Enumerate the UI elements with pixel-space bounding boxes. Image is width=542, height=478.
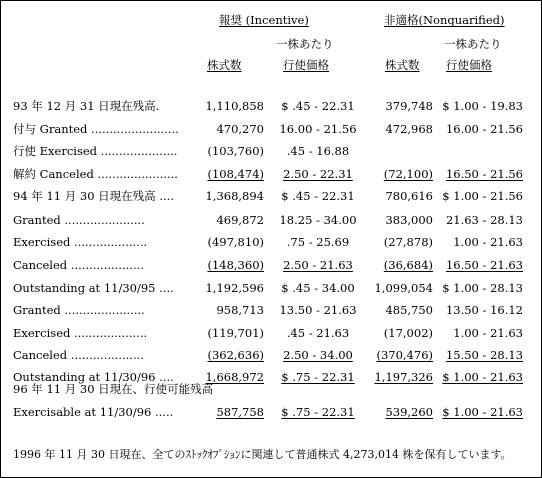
incentive-price-cell: 13.50 - 21.63 (279, 303, 357, 317)
row-label: Exercised .................... (13, 326, 148, 340)
incentive-group-header: 報奨 (Incentive) (219, 13, 309, 27)
exercisable-incentive-shares: 587,758 (216, 405, 264, 419)
incentive-shares-cell: (119,701) (207, 326, 264, 340)
incentive-price-cell: $ .45 - 22.31 (281, 99, 355, 113)
nonqualified-price-cell: $ 1.00 - 21.56 (442, 189, 523, 203)
incentive-shares-cell: (108,474) (207, 167, 264, 181)
incentive-shares-cell: 470,270 (216, 122, 264, 136)
incentive-shares-cell: 1,110,858 (205, 99, 264, 113)
per-share-nonqualified-header: 一株あたり (444, 37, 502, 51)
nonqualified-shares-cell: 1,197,326 (374, 370, 433, 384)
incentive-price-cell: .45 - 16.88 (286, 144, 350, 158)
incentive-price-cell: .45 - 21.63 (286, 326, 350, 340)
row-label: 解約 Canceled ...................... (13, 167, 178, 181)
incentive-price-cell: 16.00 - 21.56 (279, 122, 357, 136)
nonqualified-price-cell: $ 1.00 - 19.83 (442, 99, 523, 113)
incentive-price-cell: $ .75 - 22.31 (281, 370, 355, 384)
nonqualified-price-cell: $ 1.00 - 28.13 (442, 281, 523, 295)
nonqualified-shares-cell: 472,968 (385, 122, 433, 136)
nonqualified-shares-cell: (36,684) (383, 258, 433, 272)
row-label: 94 年 11 月 30 日現在残高 .... (13, 189, 174, 203)
incentive-shares-cell: (362,636) (207, 348, 264, 362)
nonqualified-price-cell: 16.00 - 21.56 (445, 122, 523, 136)
price-incentive-header: 行使価格 (283, 58, 329, 72)
incentive-shares-cell: 1,368,894 (205, 189, 264, 203)
nonqualified-shares-cell: 780,616 (385, 189, 433, 203)
row-label: Granted ...................... (13, 213, 145, 227)
nonqualified-shares-cell: (370,476) (376, 348, 433, 362)
nonqualified-shares-cell: 485,750 (385, 303, 433, 317)
incentive-shares-cell: 469,872 (216, 213, 264, 227)
price-nonqualified-header: 行使価格 (446, 58, 492, 72)
incentive-shares-cell: 958,713 (216, 303, 264, 317)
nonqualified-shares-cell: 1,099,054 (374, 281, 433, 295)
incentive-shares-cell: (497,810) (207, 235, 264, 249)
footnote: 1996 年 11 月 30 日現在、全てのｽﾄｯｸｵﾌﾟｼｮﾝに関連して普通株式 4,273,014 株を保有しています。 (13, 448, 512, 461)
per-share-incentive-header: 一株あたり (276, 37, 334, 51)
nonqualified-price-cell: 1.00 - 21.63 (453, 235, 523, 249)
incentive-price-cell: .75 - 25.69 (286, 235, 350, 249)
incentive-price-cell: 2.50 - 21.63 (283, 258, 353, 272)
row-label: Granted ...................... (13, 303, 145, 317)
nonqualified-price-cell: 16.50 - 21.56 (445, 167, 523, 181)
nonqualified-shares-cell: (17,002) (383, 326, 433, 340)
nonqualified-price-cell: 21.63 - 28.13 (445, 213, 523, 227)
nonqualified-shares-cell: 379,748 (385, 99, 433, 113)
nonqualified-group-header: 非適格(Nonquarified) (384, 13, 505, 27)
incentive-price-cell: 2.50 - 22.31 (283, 167, 353, 181)
exercisable-heading: 96 年 11 月 30 日現在、行使可能残高 (13, 382, 214, 396)
nonqualified-price-cell: $ 1.00 - 21.63 (442, 370, 523, 384)
row-label: Exercised .................... (13, 235, 148, 249)
row-label: Canceled .................... (13, 258, 144, 272)
exercisable-incentive-price: $ .75 - 22.31 (281, 405, 355, 419)
nonqualified-price-cell: 1.00 - 21.63 (453, 326, 523, 340)
row-label: 行使 Exercised ..................... (13, 144, 178, 158)
nonqualified-price-cell: 15.50 - 28.13 (445, 348, 523, 362)
shares-incentive-header: 株式数 (207, 58, 242, 72)
nonqualified-shares-cell: (27,878) (383, 235, 433, 249)
row-label: Outstanding at 11/30/95 .... (13, 281, 174, 295)
incentive-price-cell: 2.50 - 34.00 (283, 348, 353, 362)
nonqualified-price-cell: 13.50 - 16.12 (445, 303, 523, 317)
incentive-price-cell: 18.25 - 34.00 (279, 213, 357, 227)
exercisable-nonqualified-shares: 539,260 (385, 405, 433, 419)
incentive-price-cell: $ .45 - 34.00 (281, 281, 355, 295)
row-label: 93 年 12 月 31 日現在残高. (13, 99, 160, 113)
exercisable-label: Exercisable at 11/30/96 ..... (13, 405, 174, 419)
incentive-price-cell: $ .45 - 22.31 (281, 189, 355, 203)
incentive-shares-cell: 1,192,596 (205, 281, 264, 295)
shares-nonqualified-header: 株式数 (385, 58, 420, 72)
row-label: Outstanding at 11/30/96 .... (13, 370, 174, 384)
nonqualified-shares-cell: (72,100) (383, 167, 433, 181)
incentive-shares-cell: 1,668,972 (205, 370, 264, 384)
row-label: 付与 Granted ........................ (13, 122, 179, 136)
incentive-shares-cell: (148,360) (207, 258, 264, 272)
nonqualified-price-cell: 16.50 - 21.63 (445, 258, 523, 272)
nonqualified-shares-cell: 383,000 (385, 213, 433, 227)
row-label: Canceled .................... (13, 348, 144, 362)
exercisable-nonqualified-price: $ 1.00 - 21.63 (442, 405, 523, 419)
incentive-shares-cell: (103,760) (207, 144, 264, 158)
